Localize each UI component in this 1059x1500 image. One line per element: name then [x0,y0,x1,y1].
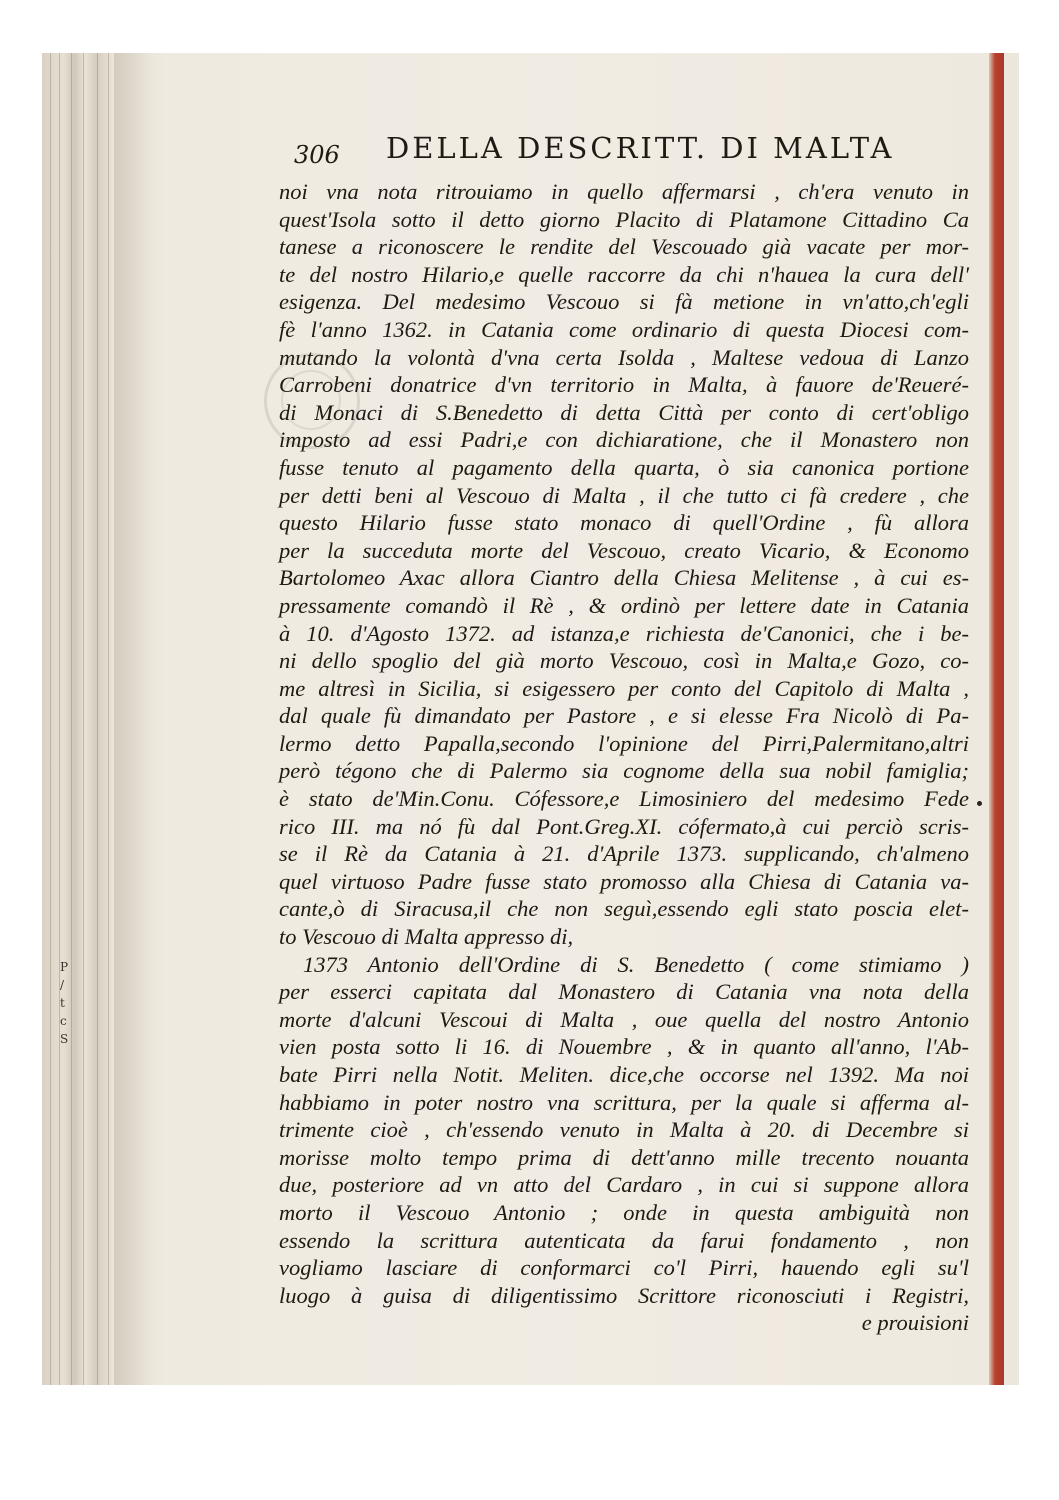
text-line: luogo à guisa di diligentissimo Scrittore riconosciuti i Registri, [279,1282,969,1308]
text-line: tanese a riconoscere le rendite del Vescouado già vacate per mor- [279,234,969,260]
text-line: cante,ò di Siracusa,il che non seguì,essendo egli stato poscia elet- [279,896,969,922]
margin-note: S [60,1032,69,1046]
catchword: e prouisioni [861,1309,969,1335]
red-page-edge [989,53,1004,1385]
ink-speck [977,801,982,806]
text-line: noi vna nota ritrouiamo in quello affermarsi , ch'era venuto in [279,179,969,204]
text-line: vogliamo lasciare di conformarci co'l Pirri, hauendo egli su'l [279,1255,969,1281]
text-line: per detti beni al Vescouo di Malta , il che tutto ci fà credere , che [279,482,969,508]
text-line: vien posta sotto li 16. di Nouembre , & in quanto all'anno, l'Ab- [279,1034,969,1060]
page-header [294,131,895,169]
text-line: essendo la scrittura autenticata da farui fondamento , non [279,1227,969,1253]
margin-note: P [60,960,69,974]
text-line: morte d'alcuni Vescoui di Malta , oue quella del nostro Antonio [279,1006,969,1032]
page-number: 306 [294,141,340,169]
text-line: è stato de'Min.Conu. Cófessore,e Limosiniero del medesimo Fede [279,786,969,812]
scanned-page [42,53,1019,1385]
text-line: se il Rè da Catania à 21. d'Aprile 1373. supplicando, ch'almeno [279,841,969,867]
text-line: to Vescouo di Malta appresso di, [279,924,574,950]
text-line: per la succeduta morte del Vescouo, creato Vicario, & Economo [279,537,969,563]
margin-note: t [60,996,65,1010]
text-line: due, posteriore ad vn atto del Cardaro , in cui si suppone allora [279,1172,969,1198]
body-text [279,178,969,1335]
margin-notes [60,958,74,1048]
text-line: questo Hilario fusse stato monaco di quell'Ordine , fù allora [279,510,969,536]
text-line: te del nostro Hilario,e quelle raccorre da chi n'hauea la cura dell' [279,261,969,287]
text-line: à 10. d'Agosto 1372. ad istanza,e richiesta de'Canonici, che i be- [279,620,969,646]
text-line: mutando la volontà d'vna certa Isolda , Maltese vedoua di Lanzo [279,344,969,370]
text-line: fusse tenuto al pagamento della quarta, ò sia canonica portione [279,454,969,480]
text-line: Bartolomeo Axac allora Ciantro della Chiesa Melitense , à cui es- [279,565,969,591]
text-line: dal quale fù dimandato per Pastore , e si elesse Fra Nicolò di Pa- [279,703,969,729]
running-title: DELLA DESCRITT. DI MALTA [386,131,895,165]
text-line: esigenza. Del medesimo Vescouo si fà metione in vn'atto,ch'egli [279,289,969,315]
text-line: bate Pirri nella Notit. Meliten. dice,che occorse nel 1392. Ma noi [279,1062,969,1087]
text-line: per esserci capitata dal Monastero di Catania vna nota della [279,979,969,1005]
text-line: quest'Isola sotto il detto giorno Placito di Platamone Cittadino Ca [279,206,969,232]
text-line: morisse molto tempo prima di dett'anno mille trecento nouanta [279,1144,969,1170]
text-line: fè l'anno 1362. in Catania come ordinario di questa Diocesi com- [279,316,969,342]
text-line: habbiamo in poter nostro vna scrittura, per la quale si afferma al- [279,1089,969,1115]
text-line: morto il Vescouo Antonio ; onde in questa ambiguità non [279,1199,969,1225]
text-line: pressamente comandò il Rè , & ordinò per lettere date in Catania [279,592,969,618]
text-line: lermo detto Papalla,secondo l'opinione del Pirri,Palermitano,altri [279,730,969,756]
text-line: rico III. ma nó fù dal Pont.Greg.XI. cófermato,à cui perciò scris- [279,813,969,839]
text-line: me altresì in Sicilia, si esigessero per conto del Capitolo di Malta , [279,675,969,701]
margin-note: / [60,978,65,992]
text-line: ni dello spoglio del già morto Vescouo, così in Malta,e Gozo, co- [279,648,969,674]
text-line: trimente cioè , ch'essendo venuto in Malta à 20. di Decembre si [279,1117,969,1143]
margin-note: c [60,1014,67,1028]
text-line: Carrobeni donatrice d'vn territorio in Malta, à fauore de'Reueré- [279,372,969,398]
text-line: imposto ad essi Padri,e con dichiaratione, che il Monastero non [279,427,969,453]
text-line: quel virtuoso Padre fusse stato promosso alla Chiesa di Catania va- [279,868,969,894]
text-line: 1373 Antonio dell'Ordine di S. Benedetto ( come stimiamo ) [303,951,969,977]
book-page-edges [42,53,114,1385]
text-line: di Monaci di S.Benedetto di detta Città per conto di cert'obligo [279,399,969,425]
text-line: però tégono che di Palermo sia cognome della sua nobil famiglia; [279,758,969,784]
